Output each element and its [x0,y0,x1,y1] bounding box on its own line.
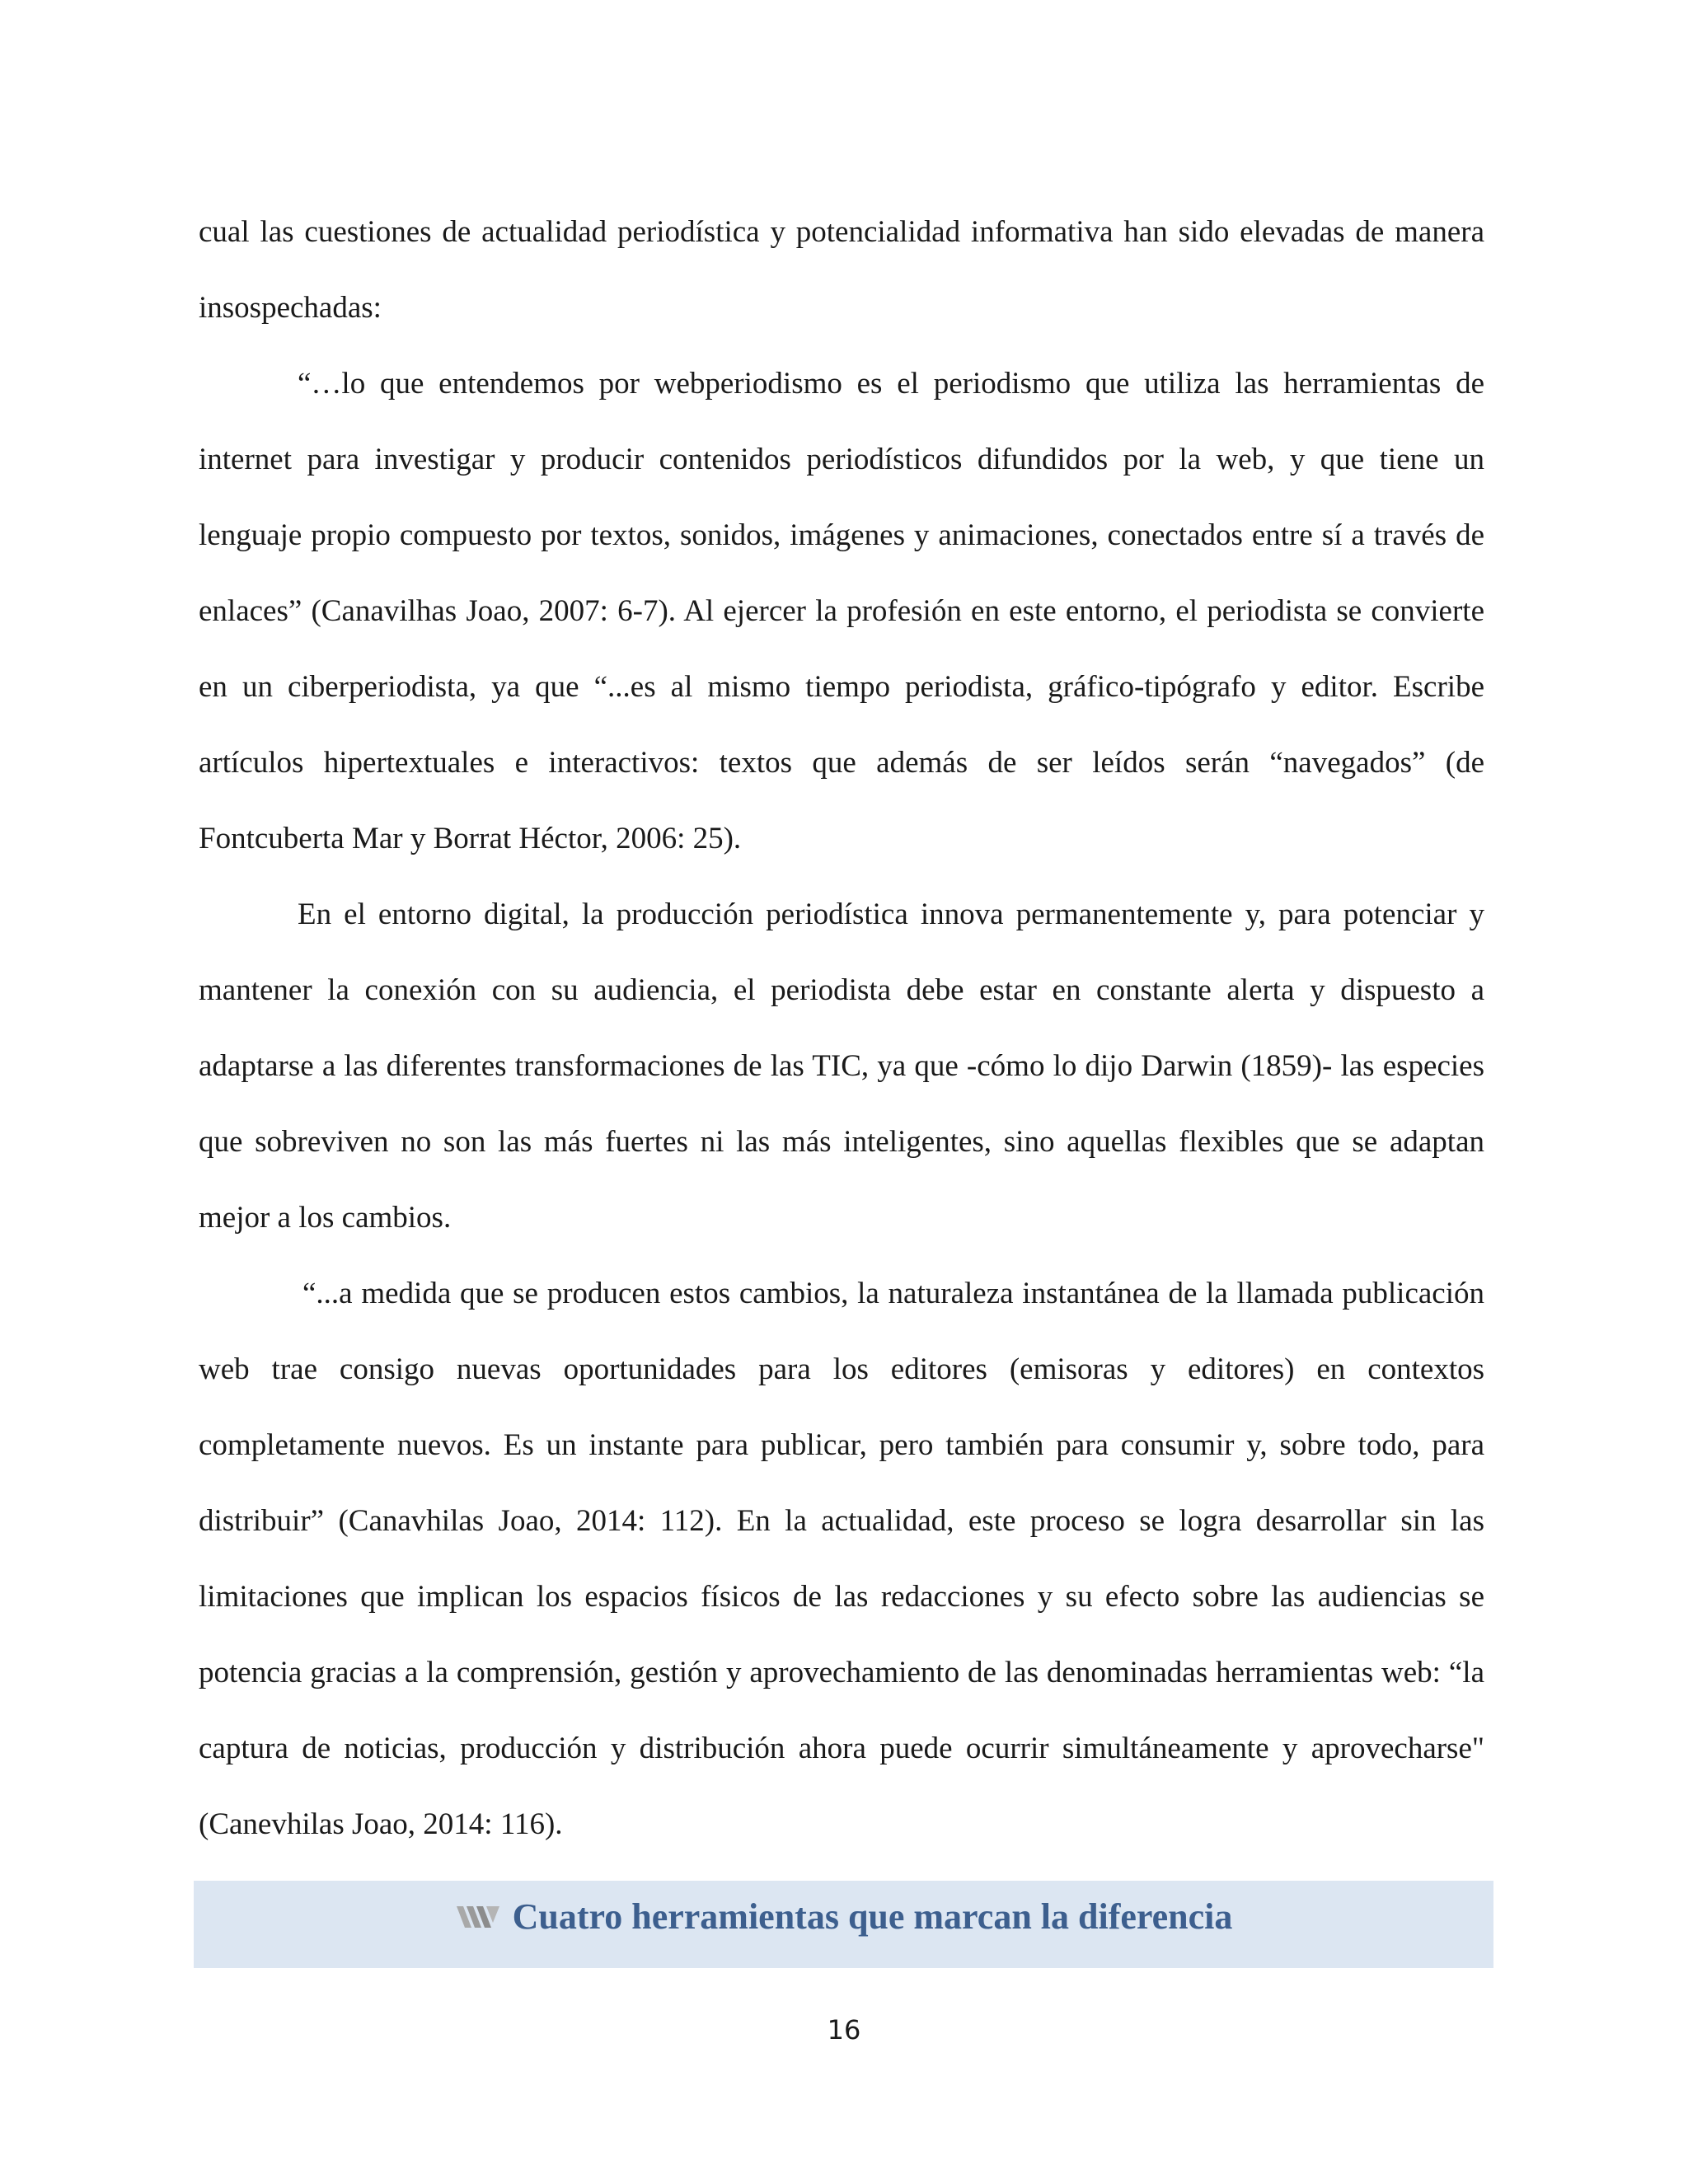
paragraph-quote-cambios: “...a medida que se producen estos cambios, la naturaleza instantánea de la llamada publicación web trae consigo nuevas oportunidades para los editores (emisoras y editores) en contextos completamente nuevos. Es un instante para publicar, pero también para consumir y, sobre todo, para distribuir” (Canavhilas Joao, 2014: 112). En la actualidad, este proceso se logra desarrollar sin las limitaciones que implican los espacios físicos de las redacciones y su efecto sobre las audiencias se potencia gracias a la comprensión, gestión y aprovechamiento de las denominadas herramientas web: “la captura de noticias, producción y distribución ahora puede ocurrir simultáneamente y aprovecharse" (Canevhilas Joao, 2014: 116). [199,1277,1484,1841]
body-text [199,194,1484,1863]
paragraph-entorno-digital: En el entorno digital, la producción periodística innova permanentemente y, para potenciar y mantener la conexión con su audiencia, el periodista debe estar en constante alerta y dispuesto a adaptarse a las diferentes transformaciones de las TIC, ya que -cómo lo dijo Darwin (1859)- las especies que sobreviven no son las más fuertes ni las más inteligentes, sino aquellas flexibles que se adaptan mejor a los cambios. [199,898,1484,1235]
w-logo-icon [455,1903,501,1931]
section-heading [455,1896,1233,1938]
paragraph-quote-webperiodismo: “…lo que entendemos por webperiodismo es el periodismo que utiliza las herramientas de internet para investigar y producir contenidos periodísticos difundidos por la web, y que tiene un lenguaje propio compuesto por textos, sonidos, imágenes y animaciones, conectados entre sí a través de enlaces” (Canavilhas Joao, 2007: 6-7). Al ejercer la profesión en este entorno, el periodista se convierte en un ciberperiodista, ya que “...es al mismo tiempo periodista, gráfico-tipógrafo y editor. Escribe artículos hipertextuales e interactivos: textos que además de ser leídos serán “navegados” (de Fontcuberta Mar y Borrat Héctor, 2006: 25). [199,367,1484,855]
section-title: Cuatro herramientas que marcan la diferencia [512,1896,1233,1937]
page-number: 16 [827,2014,861,2046]
paragraph-continuation: cual las cuestiones de actualidad periodística y potencialidad informativa han sido elevadas de manera insospechadas: [199,215,1484,325]
section-heading-banner [194,1881,1493,1968]
